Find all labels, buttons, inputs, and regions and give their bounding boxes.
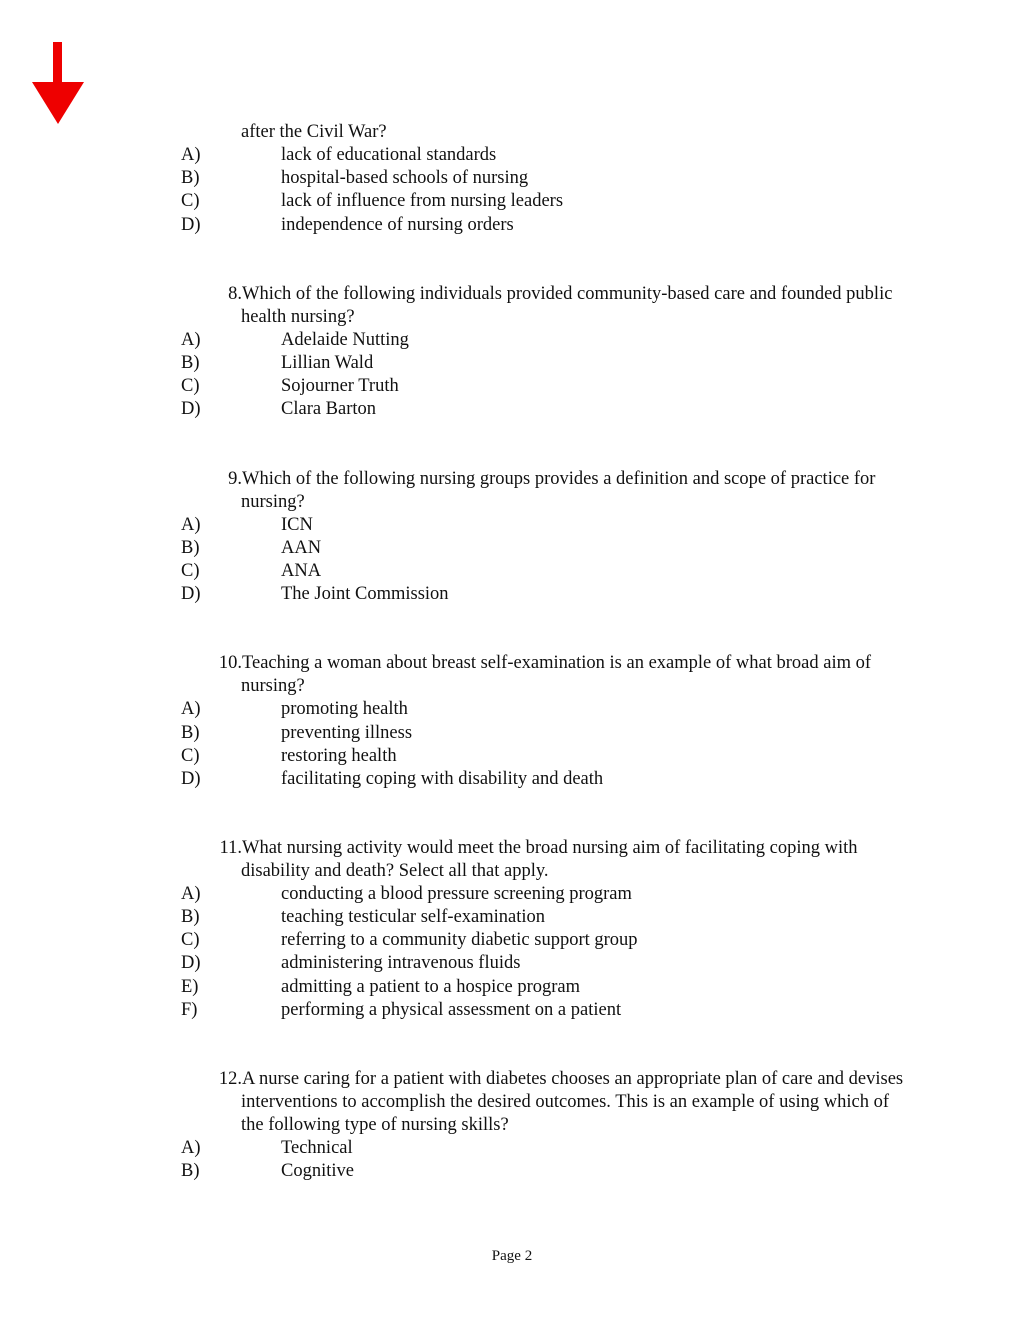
q9-option-b-text: AAN [281, 538, 322, 558]
q9-option-d-letter: D) [181, 584, 201, 604]
q8-option-c-text: Sojourner Truth [281, 376, 399, 396]
question-8-number: 8. [228, 284, 242, 304]
q10-option-c-text: restoring health [281, 746, 397, 766]
q8-option-d-letter: D) [181, 399, 201, 419]
question-8-text-line-2: health nursing? [241, 307, 355, 327]
q10-option-c-letter: C) [181, 746, 200, 766]
q8-option-c-letter: C) [181, 376, 200, 396]
question-12-text-line-1: A nurse caring for a patient with diabetes chooses an appropriate plan of care and devises [242, 1069, 904, 1089]
question-9-number: 9. [228, 469, 242, 489]
q10-option-b-text: preventing illness [281, 723, 413, 743]
q11-option-f-letter: F) [181, 1000, 198, 1020]
question-7-continuation: after the Civil War? [241, 122, 387, 142]
q8-option-b-letter: B) [181, 353, 200, 373]
q12-option-b-letter: B) [181, 1161, 200, 1181]
question-9-text-line-2: nursing? [241, 492, 305, 512]
q7-option-c-letter: C) [181, 191, 200, 211]
q10-option-b-letter: B) [181, 723, 200, 743]
q10-option-a-letter: A) [181, 699, 201, 719]
q7-option-b-text: hospital-based schools of nursing [281, 168, 529, 188]
q11-option-a-text: conducting a blood pressure screening program [281, 884, 632, 904]
question-10-text-line-2: nursing? [241, 676, 305, 696]
q11-option-e-text: admitting a patient to a hospice program [281, 977, 580, 997]
q10-option-d-text: facilitating coping with disability and death [281, 769, 604, 789]
question-9-text-line-1: Which of the following nursing groups provides a definition and scope of practice for [242, 469, 876, 489]
question-12-text-line-2: interventions to accomplish the desired outcomes. This is an example of using which of [241, 1092, 890, 1112]
q7-option-d-text: independence of nursing orders [281, 215, 514, 235]
red-down-arrow-icon [32, 42, 84, 124]
q11-option-b-letter: B) [181, 907, 200, 927]
q8-option-a-letter: A) [181, 330, 201, 350]
question-11-text-line-2: disability and death? Select all that apply. [241, 861, 549, 881]
q9-option-d-text: The Joint Commission [281, 584, 449, 604]
q7-option-d-letter: D) [181, 215, 201, 235]
q8-option-d-text: Clara Barton [281, 399, 377, 419]
q11-option-d-letter: D) [181, 953, 201, 973]
question-11-text-line-1: What nursing activity would meet the broad nursing aim of facilitating coping with [242, 838, 858, 858]
q10-option-a-text: promoting health [281, 699, 408, 719]
q8-option-a-text: Adelaide Nutting [281, 330, 409, 350]
q7-option-a-letter: A) [181, 145, 201, 165]
q11-option-d-text: administering intravenous fluids [281, 953, 521, 973]
question-10-number: 10. [218, 653, 242, 673]
q11-option-f-text: performing a physical assessment on a patient [281, 1000, 622, 1020]
q8-option-b-text: Lillian Wald [281, 353, 374, 373]
q7-option-a-text: lack of educational standards [281, 145, 497, 165]
q7-option-b-letter: B) [181, 168, 200, 188]
q9-option-c-text: ANA [281, 561, 322, 581]
page-number: Page 2 [491, 1248, 533, 1264]
q11-option-e-letter: E) [181, 977, 199, 997]
question-8-text-line-1: Which of the following individuals provided community-based care and founded public [242, 284, 893, 304]
q9-option-b-letter: B) [181, 538, 200, 558]
question-11-number: 11. [219, 838, 242, 858]
q9-option-a-letter: A) [181, 515, 201, 535]
q11-option-b-text: teaching testicular self-examination [281, 907, 546, 927]
q10-option-d-letter: D) [181, 769, 201, 789]
question-10-text-line-1: Teaching a woman about breast self-examination is an example of what broad aim of [242, 653, 872, 673]
q9-option-a-text: ICN [281, 515, 313, 535]
q11-option-a-letter: A) [181, 884, 201, 904]
q7-option-c-text: lack of influence from nursing leaders [281, 191, 564, 211]
q11-option-c-text: referring to a community diabetic support group [281, 930, 638, 950]
q12-option-b-text: Cognitive [281, 1161, 354, 1181]
question-12-text-line-3: the following type of nursing skills? [241, 1115, 509, 1135]
question-12-number: 12. [218, 1069, 242, 1089]
q11-option-c-letter: C) [181, 930, 200, 950]
q9-option-c-letter: C) [181, 561, 200, 581]
q12-option-a-letter: A) [181, 1138, 201, 1158]
q12-option-a-text: Technical [281, 1138, 353, 1158]
